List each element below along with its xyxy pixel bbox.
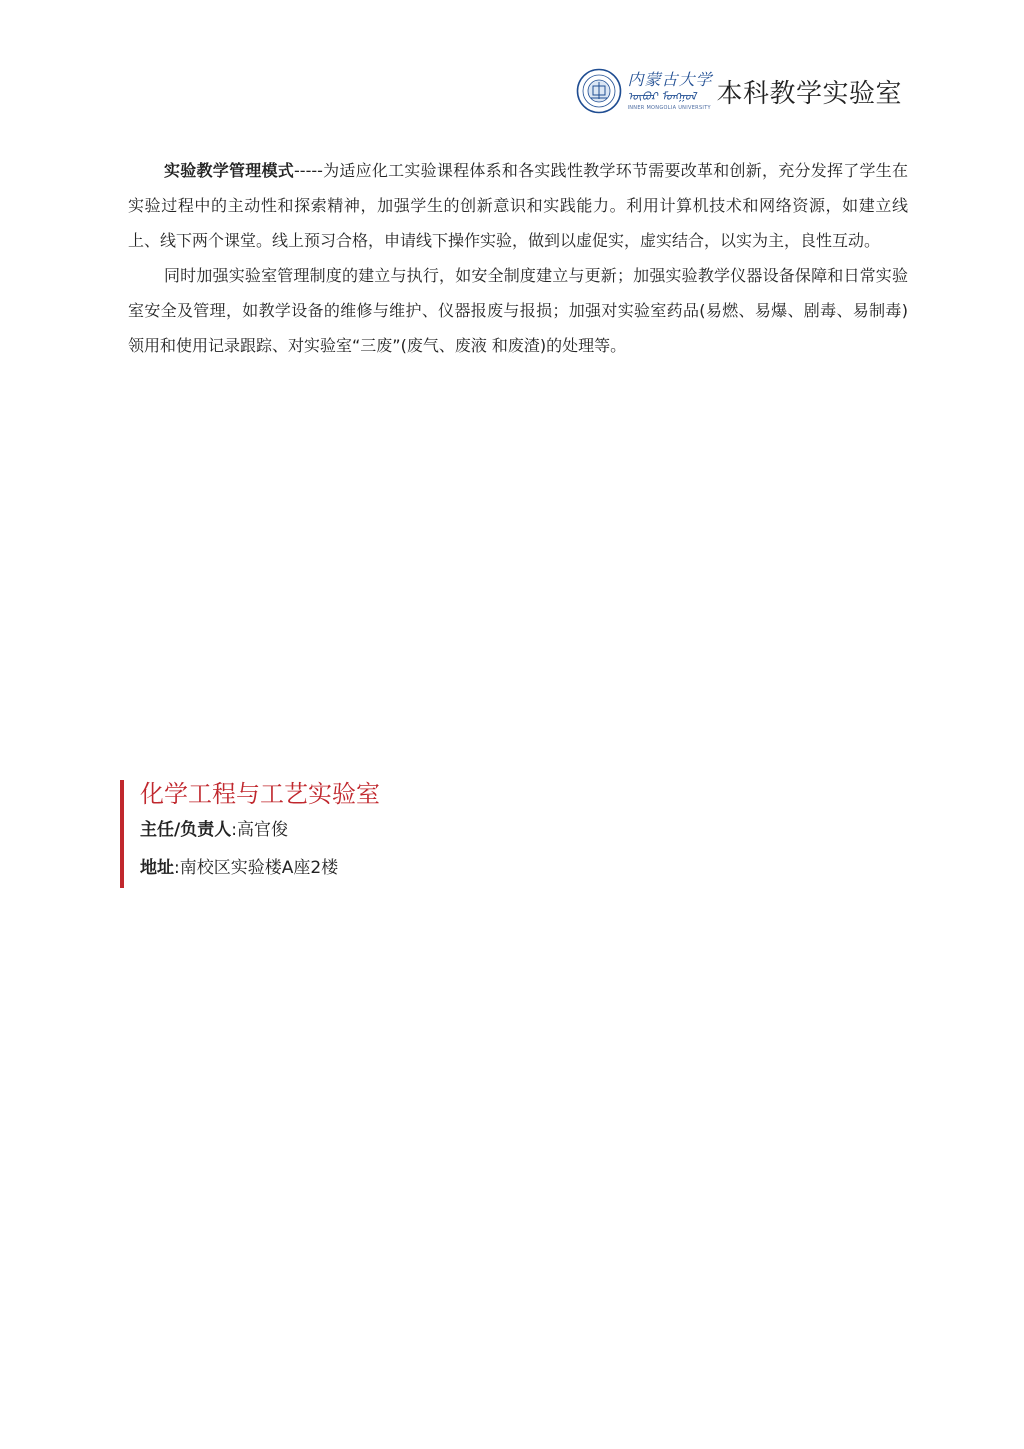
lab-info-block (120, 780, 380, 888)
intro-lead-term: 实验教学管理模式 (164, 161, 295, 180)
director-value: :高官俊 (231, 820, 288, 840)
intro-paragraph-1-body: -----为适应化工实验课程体系和各实践性教学环节需要改革和创新，充分发挥了学生在实验过程中的主动性和探索精神，加强学生的创新意识和实践能力。利用计算机技术和网络资源，如建立线上、线下两个课堂。线上预习合格，申请线下操作实验，做到以虚促实，虚实结合，以实为主，良性互动。 (128, 161, 908, 250)
address-value: :南校区实验楼A座2楼 (174, 858, 339, 878)
university-seal-icon (576, 68, 622, 114)
director-row (140, 811, 380, 849)
address-label: 地址 (140, 858, 174, 878)
university-logo-text (627, 69, 713, 111)
intro-text (128, 153, 908, 363)
intro-paragraph-1 (128, 153, 908, 258)
director-label: 主任/负责人 (140, 820, 232, 840)
logo-name-cn: 内蒙古大学 (627, 69, 713, 89)
header-title: 本科教学实验室 (716, 78, 902, 109)
logo-name-mn: ᠦᠪᠦᠷ ᠮᠣᠩᠭᠣᠯ (627, 89, 696, 103)
intro-paragraph-2: 同时加强实验室管理制度的建立与执行，如安全制度建立与更新；加强实验教学仪器设备保障和日常实验室安全及管理，如教学设备的维修与维护、仪器报废与报损；加强对实验室药品(易燃、易爆、剧毒、易制毒)领用和使用记录跟踪、对实验室“三废”(废气、废液 和废渣)的处理等。 (128, 266, 908, 355)
page-header (576, 68, 902, 114)
lab-title: 化学工程与工艺实验室 (140, 780, 380, 808)
address-row (140, 849, 380, 887)
logo-name-en: INNER MONGOLIA UNIVERSITY (627, 104, 711, 111)
